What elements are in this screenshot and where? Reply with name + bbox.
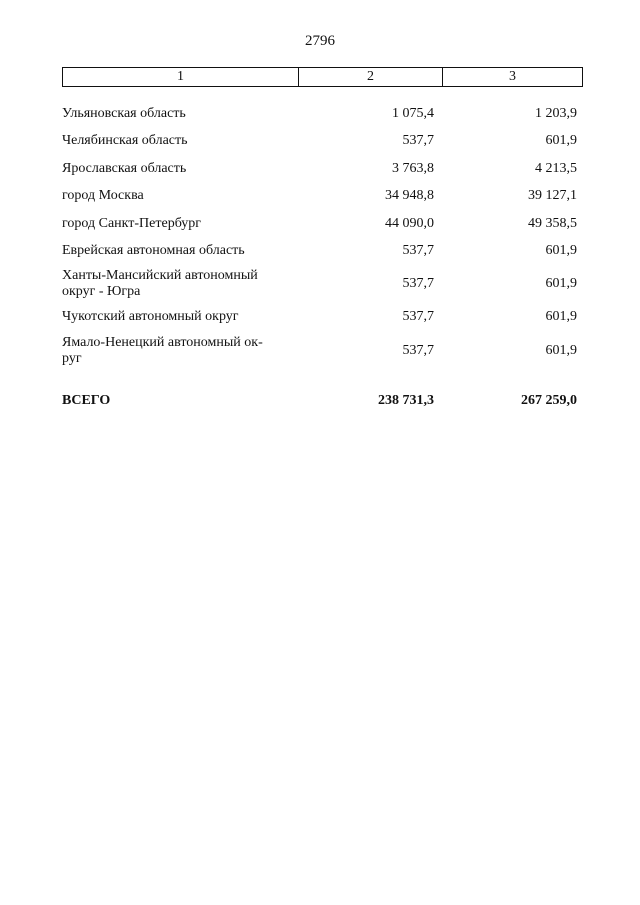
table-row (62, 265, 583, 303)
region-name: Челябинская область (62, 133, 188, 149)
value-col2: 537,7 (402, 308, 434, 324)
region-name-line2: руг (62, 350, 82, 366)
table-row (62, 100, 583, 128)
table-row (62, 238, 583, 266)
value-col3: 49 358,5 (528, 215, 577, 231)
value-col3: 39 127,1 (528, 188, 577, 204)
value-col2: 537,7 (402, 243, 434, 259)
column-header-3: 3 (509, 69, 516, 84)
column-header-1: 1 (63, 68, 299, 86)
value-col2: 1 075,4 (392, 105, 434, 121)
region-name (62, 335, 292, 367)
region-name: Чукотский автономный округ (62, 308, 239, 324)
region-table (62, 100, 583, 371)
region-name: Ульяновская область (62, 105, 186, 121)
total-value-col2: 238 731,3 (378, 393, 434, 408)
value-col2: 537,7 (402, 133, 434, 149)
region-name: город Москва (62, 188, 144, 204)
region-name: Ярославская область (62, 160, 187, 176)
value-col2: 537,7 (402, 276, 434, 291)
total-value-col3: 267 259,0 (521, 393, 577, 408)
value-col3: 1 203,9 (535, 105, 577, 121)
table-row (62, 155, 583, 183)
value-col3: 601,9 (545, 276, 577, 291)
column-header-2: 2 (299, 68, 443, 86)
value-col3: 4 213,5 (535, 160, 577, 176)
page-number: 2796 (305, 33, 335, 49)
value-col3: 601,9 (545, 133, 577, 149)
region-name (62, 268, 292, 300)
region-name-line1: Ямало-Ненецкий автономный ок- (62, 334, 263, 350)
value-col2: 3 763,8 (392, 160, 434, 176)
table-row (62, 210, 583, 238)
value-col3: 601,9 (545, 243, 577, 259)
value-col2: 537,7 (402, 342, 434, 358)
total-row (62, 393, 583, 409)
table-row (62, 183, 583, 211)
region-name: город Санкт-Петербург (62, 215, 202, 231)
region-name-line2: округ - Югра (62, 284, 141, 299)
total-label: ВСЕГО (62, 393, 111, 408)
value-col2: 44 090,0 (385, 215, 434, 231)
column-number-header (62, 67, 583, 87)
region-name-line1: Ханты-Мансийский автономный (62, 268, 258, 283)
table-row (62, 128, 583, 156)
value-col3: 601,9 (545, 308, 577, 324)
region-name: Еврейская автономная область (62, 243, 245, 259)
table-row (62, 303, 583, 331)
value-col3: 601,9 (545, 342, 577, 358)
value-col2: 34 948,8 (385, 188, 434, 204)
table-row (62, 331, 583, 371)
